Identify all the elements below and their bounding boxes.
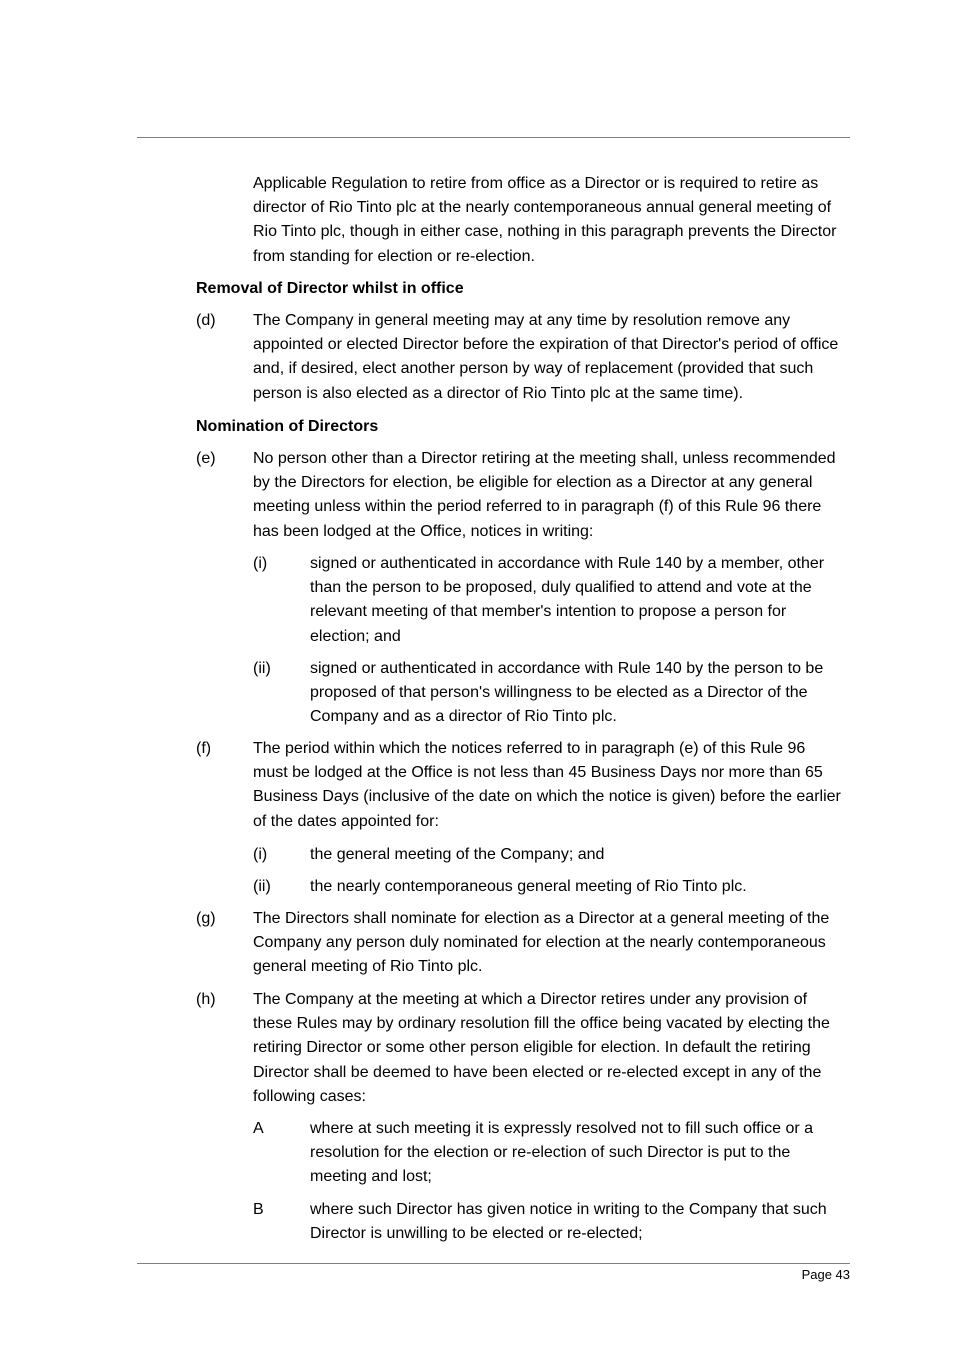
text-line: No person other than a Director retiring at the meeting shall, unless recommended (253, 450, 836, 467)
text-line: than the person to be proposed, duly qualified to attend and vote at the (310, 579, 812, 597)
text-line: the nearly contemporaneous general meeting of Rio Tinto plc. (310, 878, 747, 895)
paragraph-label: (h) (196, 991, 216, 1008)
paragraph-label: (g) (196, 910, 216, 927)
text-line: meeting and lost; (310, 1168, 432, 1186)
continuation-paragraph (253, 172, 836, 269)
paragraph-text (253, 907, 829, 980)
paragraph-label: A (253, 1120, 264, 1137)
text-line: where such Director has given notice in writing to the Company that such (310, 1201, 827, 1218)
text-line: retiring Director or some other person eligible for election. In default the retiring (253, 1039, 811, 1057)
paragraph-text (310, 1117, 813, 1190)
text-line: from standing for election or re-election. (253, 247, 535, 265)
page-number: Page 43 (801, 1267, 850, 1282)
text-line: signed or authenticated in accordance with Rule 140 by a member, other (310, 555, 825, 572)
paragraph-label: (f) (196, 740, 212, 757)
paragraph-label: (d) (196, 312, 216, 329)
text-line: Director shall be deemed to have been elected or re-elected except in any of the (253, 1063, 822, 1081)
text-line: has been lodged at the Office, notices in writing: (253, 522, 594, 540)
paragraph-text (253, 309, 838, 406)
text-line: where at such meeting it is expressly resolved not to fill such office or a (310, 1120, 814, 1137)
text-line: The Company at the meeting at which a Director retires under any provision of (253, 991, 808, 1008)
text-line: person is also elected as a director of Rio Tinto plc at the same time). (253, 384, 744, 402)
text-line: The Directors shall nominate for election as a Director at a general meeting of the (253, 910, 830, 927)
text-line: Director is unwilling to be elected or re-elected; (310, 1225, 643, 1243)
header-rule (137, 137, 850, 138)
text-line: The Company in general meeting may at any time by resolution remove any (253, 312, 791, 329)
paragraph-label: (ii) (253, 878, 271, 895)
text-line: resolution for the election or re-election of such Director is put to the (310, 1144, 791, 1162)
text-line: Rio Tinto plc, though in either case, nothing in this paragraph prevents the Director (253, 223, 837, 241)
paragraph-text (310, 843, 604, 867)
paragraph-label: (i) (253, 846, 268, 863)
text-line: Company and as a director of Rio Tinto plc. (310, 708, 617, 726)
text-line: proposed of that person's willingness to be elected as a Director of the (310, 684, 808, 702)
text-line: and, if desired, elect another person by way of replacement (provided that such (253, 360, 814, 378)
paragraph-label: (ii) (253, 660, 271, 677)
paragraph-label: (e) (196, 450, 216, 467)
text-line: signed or authenticated in accordance with Rule 140 by the person to be (310, 660, 824, 677)
text-line: director of Rio Tinto plc at the nearly contemporaneous annual general meeting of (253, 199, 832, 217)
paragraph-label: B (253, 1201, 264, 1218)
heading-nomination-of-directors: Nomination of Directors (196, 418, 379, 435)
text-line: general meeting of Rio Tinto plc. (253, 958, 483, 976)
text-line: relevant meeting of that member's intention to propose a person for (310, 603, 787, 621)
paragraph-label: (i) (253, 555, 268, 572)
text-line: Applicable Regulation to retire from office as a Director or is required to retire as (253, 175, 819, 192)
paragraph-text (253, 737, 841, 834)
paragraph-text (253, 447, 836, 544)
text-line: election; and (310, 627, 401, 645)
text-line: by the Directors for election, be eligible for election as a Director at any general (253, 474, 813, 492)
text-line: Company any person duly nominated for election at the nearly contemporaneous (253, 934, 826, 952)
footer-rule (137, 1263, 850, 1264)
paragraph-text (310, 657, 823, 730)
paragraph-text (310, 552, 824, 649)
paragraph-text (310, 1198, 827, 1246)
paragraph-text (253, 988, 830, 1109)
heading-removal-of-director: Removal of Director whilst in office (196, 280, 464, 297)
text-line: meeting unless within the period referred to in paragraph (f) of this Rule 96 there (253, 498, 822, 516)
text-line: Business Days (inclusive of the date on which the notice is given) before the earlier (253, 788, 841, 806)
paragraph-text (310, 875, 747, 899)
text-line: must be lodged at the Office is not less than 45 Business Days nor more than 65 (253, 764, 823, 782)
text-line: the general meeting of the Company; and (310, 846, 605, 863)
text-line: The period within which the notices referred to in paragraph (e) of this Rule 96 (253, 740, 806, 757)
text-line: following cases: (253, 1087, 366, 1105)
text-line: these Rules may by ordinary resolution fill the office being vacated by electing the (253, 1015, 830, 1033)
text-line: of the dates appointed for: (253, 812, 439, 830)
text-line: appointed or elected Director before the expiration of that Director's period of office (253, 336, 839, 354)
